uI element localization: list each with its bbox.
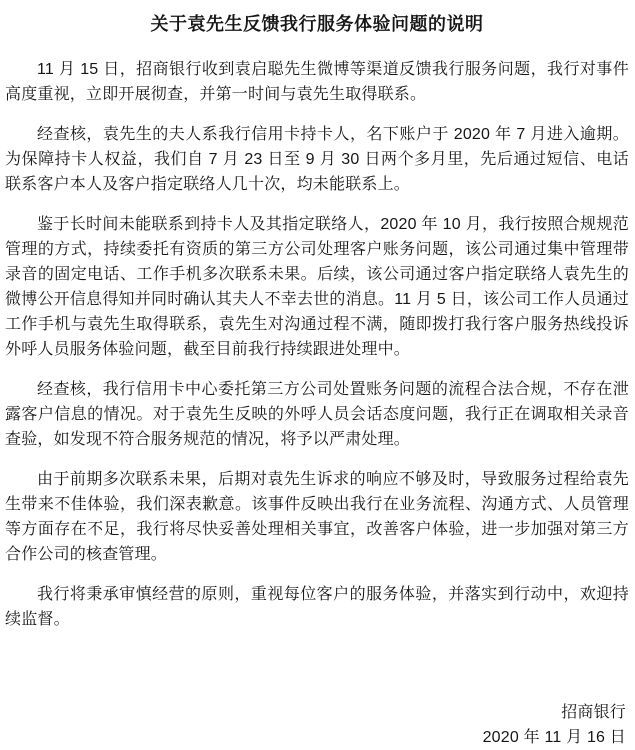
- signature-date: 2020 年 11 月 16 日: [482, 729, 626, 746]
- paragraph-5: 由于前期多次联系未果，后期对袁先生诉求的响应不够及时，导致服务过程给袁先生带来不佳体验，我们深表歉意。该事件反映出我行在业务流程、沟通方式、人员管理等方面存在不足，我行将尽快妥善处理相关事宜，改善客户体验，进一步加强对第三方合作公司的核查管理。: [5, 471, 629, 563]
- paragraph-1: 11 月 15 日，招商银行收到袁启聪先生微博等渠道反馈我行服务问题，我行对事件高度重视，立即开展彻查，并第一时间与袁先生取得联系。: [5, 61, 629, 103]
- signature-name: 招商银行: [561, 704, 626, 721]
- paragraph-4: 经查核，我行信用卡中心委托第三方公司处置账务问题的流程合法合规，不存在泄露客户信息的情况。对于袁先生反映的外呼人员会话态度问题，我行正在调取相关录音查验，如发现不符合服务规范的情况，将予以严肃处理。: [5, 381, 629, 448]
- paragraph-3: 鉴于长时间未能联系到持卡人及其指定联络人，2020 年 10 月，我行按照合规规范管理的方式，持续委托有资质的第三方公司处理客户账务问题，该公司通过集中管理带录音的固定电话、工作手机多次联系未果。后续，该公司通过客户指定联络人袁先生的微博公开信息得知并同时确认其夫人不幸去世的消息。11 月 5 日，该公司工作人员通过工作手机与袁先生取得联系，袁先生对沟通过程不满，随即拨打我行客户服务热线投诉外呼人员服务体验问题，截至目前我行持续跟进处理中。: [5, 216, 629, 358]
- signature-block: [5, 700, 629, 750]
- document-title: 关于袁先生反馈我行服务体验问题的说明: [150, 14, 484, 34]
- document-body: [5, 57, 629, 632]
- paragraph-6: 我行将秉承审慎经营的原则，重视每位客户的服务体验，并落实到行动中，欢迎持续监督。: [5, 586, 629, 628]
- paragraph-2: 经查核，袁先生的夫人系我行信用卡持卡人，名下账户于 2020 年 7 月进入逾期。为保障持卡人权益，我们自 7 月 23 日至 9 月 30 日两个多月里，先后通过短信、电话联系客户本人及客户指定联络人几十次，均未能联系上。: [5, 126, 629, 193]
